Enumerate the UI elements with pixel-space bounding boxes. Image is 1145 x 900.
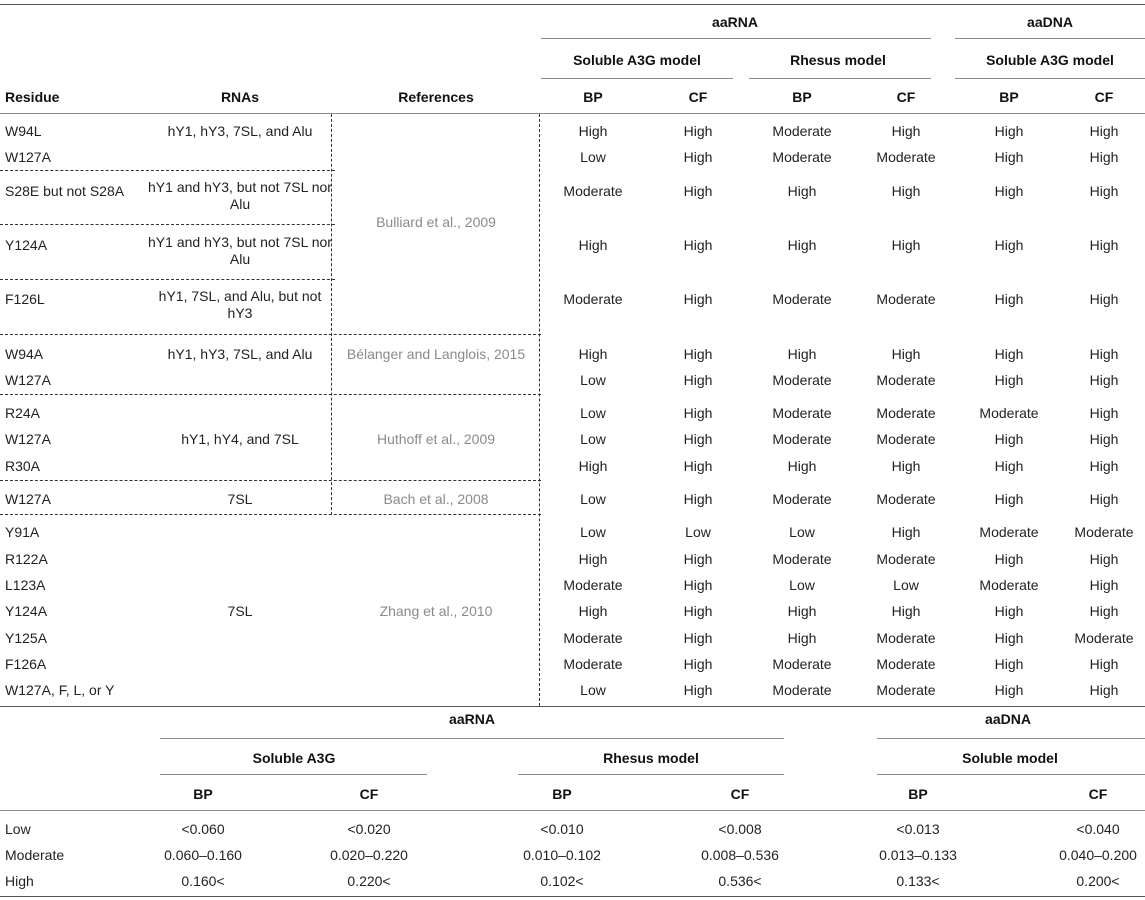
value-cell: High [1089,183,1119,199]
value-cell: High [891,237,921,253]
legend-value-cell: 0.020–0.220 [330,847,408,863]
value-cell: High [578,346,608,362]
legend-value-cell: 0.160< [181,873,225,889]
model-rule-soluble-dna [877,774,1145,775]
reference-cell: Zhang et al., 2010 [379,603,493,619]
value-cell: High [1089,149,1119,165]
legend-value-cell: <0.060 [181,821,225,837]
value-cell: Low [580,682,606,698]
value-cell: High [683,431,713,447]
legend-value-cell: 0.536< [718,873,762,889]
residue-cell: W127A [5,491,51,507]
value-cell: High [683,123,713,139]
value-cell: High [787,603,817,619]
value-cell: High [994,682,1024,698]
value-cell: Low [685,524,711,540]
legend-header-rule [0,810,1145,811]
value-cell: Moderate [772,123,832,139]
col-header: RNAs [220,89,260,105]
value-cell: High [1089,491,1119,507]
value-cell: Low [580,405,606,421]
residue-cell: Y91A [5,524,40,540]
value-cell: High [578,237,608,253]
group-rule-aadna [877,738,1145,739]
value-cell: Moderate [772,291,832,307]
value-cell: High [683,458,713,474]
residue-cell: W127A, F, L, or Y [5,682,115,698]
value-cell: Moderate [772,149,832,165]
value-cell: High [1089,656,1119,672]
value-cell: High [683,551,713,567]
value-cell: High [994,346,1024,362]
residue-cell: Y124A [5,603,48,619]
col-header: BP [193,786,213,802]
value-cell: High [578,551,608,567]
value-cell: Moderate [876,630,936,646]
value-cell: High [994,656,1024,672]
value-cell: Moderate [563,656,623,672]
model-header: Soluble A3G [252,750,336,766]
residue-cell: Y125A [5,630,48,646]
value-cell: Moderate [876,682,936,698]
value-cell: Low [580,372,606,388]
value-cell: Moderate [876,405,936,421]
residue-cell: W94A [5,346,44,362]
group-header: aaRNA [449,711,495,727]
value-cell: High [891,524,921,540]
rna-group-cell: 7SL [227,603,253,619]
value-cell: High [787,237,817,253]
value-cell: High [994,551,1024,567]
model-header: Soluble A3G model [573,52,701,68]
value-cell: High [994,458,1024,474]
value-cell: Moderate [563,183,623,199]
col-header: BP [792,89,812,105]
value-cell: Moderate [772,491,832,507]
col-header: CF [688,89,708,105]
value-cell: High [1089,682,1119,698]
value-cell: High [1089,458,1119,474]
model-header: Rhesus model [603,750,699,766]
group-header: aaRNA [712,14,758,30]
value-cell: Moderate [876,656,936,672]
rna-group-cell: hY1 and hY3, but not 7SL nor Alu [148,179,332,212]
legend-value-cell: 0.133< [896,873,940,889]
value-cell: Moderate [876,291,936,307]
col-header: Residue [5,89,60,105]
col-header: CF [1088,786,1108,802]
residue-cell: R30A [5,458,41,474]
value-cell: High [1089,346,1119,362]
col-header: BP [583,89,603,105]
value-cell: High [994,291,1024,307]
value-cell: High [683,183,713,199]
value-cell: Moderate [876,551,936,567]
col-header: CF [1094,89,1114,105]
legend-value-cell: 0.102< [540,873,584,889]
rna-group-cell: hY1, hY4, and 7SL [181,431,299,447]
value-cell: Low [580,431,606,447]
rna-group-cell: hY1 and hY3, but not 7SL nor Alu [148,234,332,267]
col-header: BP [999,89,1019,105]
value-cell: High [683,682,713,698]
value-cell: High [1089,603,1119,619]
value-cell: Moderate [979,577,1039,593]
model-header: Soluble model [962,750,1058,766]
value-cell: High [891,346,921,362]
rna-group-cell: hY1, hY3, 7SL, and Alu [167,346,313,362]
legend-value-cell: <0.020 [347,821,391,837]
value-cell: High [683,372,713,388]
col-header: CF [896,89,916,105]
value-cell: High [1089,123,1119,139]
residue-cell: R24A [5,405,41,421]
value-cell: High [891,603,921,619]
value-cell: Moderate [876,491,936,507]
value-cell: Moderate [772,431,832,447]
value-cell: High [787,183,817,199]
residue-cell: F126L [5,291,45,307]
value-cell: Moderate [563,291,623,307]
value-cell: Low [789,577,815,593]
value-cell: Low [893,577,919,593]
value-cell: Moderate [563,577,623,593]
value-cell: High [787,346,817,362]
value-cell: High [994,630,1024,646]
rna-group-cell: hY1, 7SL, and Alu, but not hY3 [158,288,322,321]
residue-cell: Y124A [5,237,48,253]
value-cell: High [1089,405,1119,421]
value-cell: Low [580,524,606,540]
reference-cell: Bach et al., 2008 [383,491,489,507]
legend-bottom-rule [0,896,1145,897]
residue-cell: S28E but not S28A [5,183,125,199]
legend-value-cell: 0.010–0.102 [523,847,601,863]
reference-cell: Bélanger and Langlois, 2015 [346,346,526,362]
value-cell: High [994,431,1024,447]
value-cell: High [1089,551,1119,567]
reference-cell: Bulliard et al., 2009 [376,214,496,230]
value-cell: Moderate [1074,524,1134,540]
col-header: References [398,89,474,105]
residue-cell: L123A [5,577,46,593]
value-cell: High [787,630,817,646]
value-cell: High [683,346,713,362]
value-cell: High [683,149,713,165]
value-cell: High [891,183,921,199]
value-cell: High [1089,291,1119,307]
legend-value-cell: 0.013–0.133 [879,847,957,863]
value-cell: High [683,291,713,307]
legend-row-label: High [5,873,34,889]
value-cell: Moderate [772,656,832,672]
value-cell: High [994,237,1024,253]
value-cell: Moderate [1074,630,1134,646]
value-cell: High [994,491,1024,507]
col-header: CF [359,786,379,802]
legend-value-cell: 0.008–0.536 [701,847,779,863]
value-cell: High [683,491,713,507]
value-cell: High [578,603,608,619]
value-cell: Moderate [772,551,832,567]
legend-value-cell: <0.013 [896,821,940,837]
value-cell: High [683,577,713,593]
model-rule-rhesus [518,774,784,775]
rna-group-cell: hY1, hY3, 7SL, and Alu [167,123,313,139]
col-header: BP [552,786,572,802]
value-cell: High [1089,577,1119,593]
value-cell: Moderate [563,630,623,646]
value-cell: High [683,656,713,672]
model-rule-soluble [160,774,427,775]
value-cell: High [683,405,713,421]
value-cell: High [578,458,608,474]
value-cell: High [994,603,1024,619]
value-cell: Moderate [979,524,1039,540]
value-cell: Moderate [979,405,1039,421]
value-cell: High [1089,431,1119,447]
value-cell: Moderate [876,431,936,447]
legend-value-cell: 0.220< [347,873,391,889]
value-cell: High [683,630,713,646]
legend-value-cell: <0.008 [718,821,762,837]
value-cell: Low [580,491,606,507]
residue-cell: W94L [5,123,42,139]
legend-value-cell: <0.040 [1076,821,1120,837]
value-cell: High [891,458,921,474]
legend-row-label: Low [5,821,31,837]
value-cell: High [683,237,713,253]
residue-cell: F126A [5,656,47,672]
legend-value-cell: 0.060–0.160 [164,847,242,863]
value-cell: Moderate [772,372,832,388]
col-header: CF [730,786,750,802]
legend-row-label: Moderate [5,847,65,863]
residue-cell: W127A [5,431,51,447]
value-cell: High [578,123,608,139]
value-cell: High [683,603,713,619]
legend-value-cell: 0.040–0.200 [1059,847,1137,863]
legend-value-cell: 0.200< [1076,873,1120,889]
value-cell: Moderate [772,405,832,421]
model-header: Soluble A3G model [986,52,1114,68]
reference-cell: Huthoff et al., 2009 [376,431,496,447]
value-cell: High [994,372,1024,388]
value-cell: High [787,458,817,474]
value-cell: High [891,123,921,139]
group-rule-aarna [160,738,784,739]
group-header: aaDNA [1027,14,1073,30]
col-header: BP [908,786,928,802]
value-cell: High [994,183,1024,199]
value-cell: High [994,149,1024,165]
value-cell: Low [789,524,815,540]
legend-value-cell: <0.010 [540,821,584,837]
residue-cell: R122A [5,551,48,567]
value-cell: Moderate [876,372,936,388]
value-cell: High [994,123,1024,139]
rna-group-cell: 7SL [227,491,253,507]
residue-cell: W127A [5,372,51,388]
residue-cell: W127A [5,149,51,165]
value-cell: High [1089,372,1119,388]
model-header: Rhesus model [790,52,886,68]
value-cell: Moderate [772,682,832,698]
value-cell: High [1089,237,1119,253]
value-cell: Moderate [876,149,936,165]
group-header: aaDNA [985,711,1031,727]
value-cell: Low [580,149,606,165]
